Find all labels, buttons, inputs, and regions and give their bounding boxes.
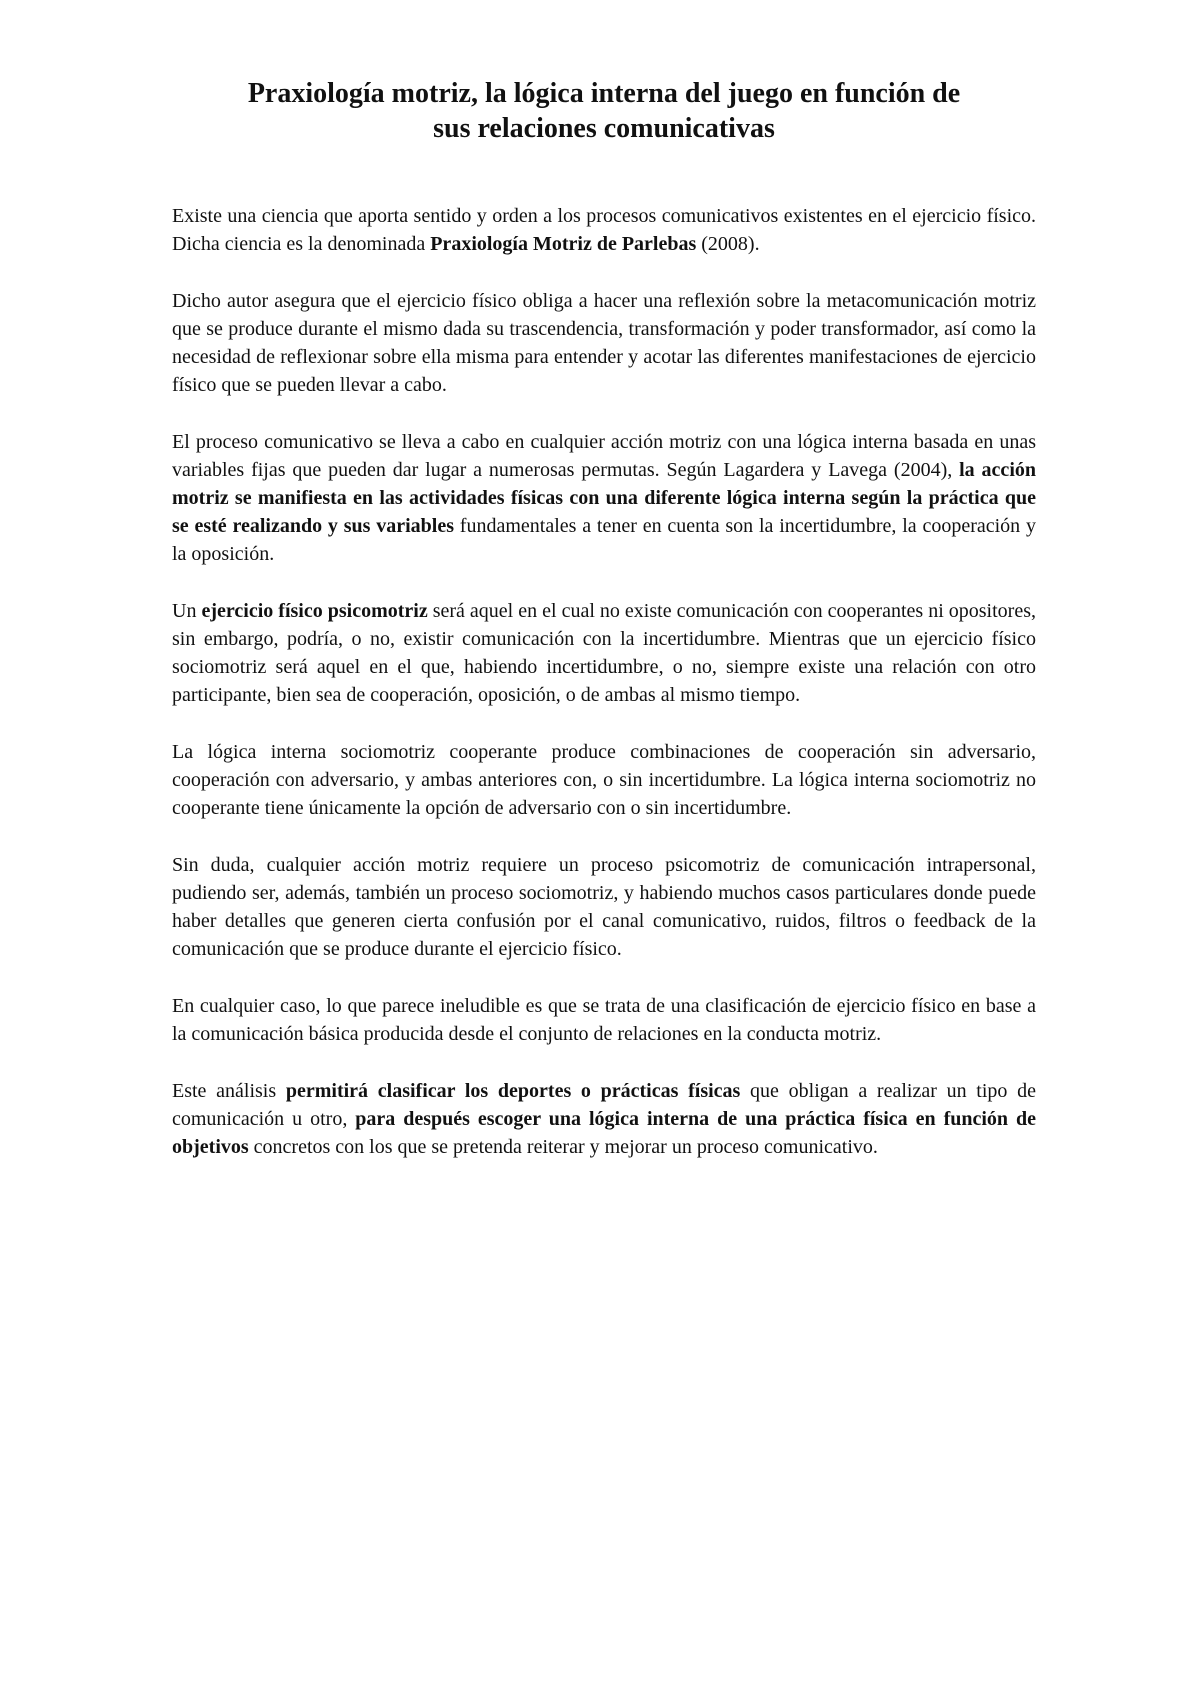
paragraph-4	[172, 597, 1036, 709]
paragraph-3-text-b: fundamentales a tener en cuenta son la incertidumbre, la cooperación y la oposición.	[172, 515, 1036, 565]
paragraph-8-text-c: concretos con los que se pretenda reiterar y mejorar un proceso comunicativo.	[248, 1136, 878, 1158]
title-line-1: Praxiología motriz, la lógica interna del juego en función de	[247, 78, 961, 109]
paragraph-1	[172, 202, 1036, 258]
paragraph-4-text-b: será aquel en el cual no existe comunicación con cooperantes ni opositores, sin embargo, podría, o no, existir comunicación con la incertidumbre. Mientras que un ejercicio físico sociomotriz será aquel en el que, habiendo incertidumbre, o no, siempre existe una relación con otro participante, bien sea de cooperación, oposición, o de ambas al mismo tiempo.	[172, 600, 1036, 706]
paragraph-4-text-a: Un	[172, 600, 202, 622]
paragraph-2	[172, 287, 1036, 399]
paragraph-6	[172, 851, 1036, 963]
paragraph-8-bold-b: para después escoger una lógica interna de una práctica física en función de objetivos	[172, 1108, 1036, 1158]
paragraph-8-text-a: Este análisis	[172, 1080, 286, 1102]
paragraph-7-text: En cualquier caso, lo que parece ineludible es que se trata de una clasificación de ejercicio físico en base a la comunicación básica producida desde el conjunto de relaciones en la conducta motriz.	[172, 995, 1036, 1045]
paragraph-6-text: Sin duda, cualquier acción motriz requiere un proceso psicomotriz de comunicación intrapersonal, pudiendo ser, además, también un proceso sociomotriz, y habiendo muchos casos particulares donde puede haber detalles que generen cierta confusión por el canal comunicativo, ruidos, filtros o feedback de la comunicación que se produce durante el ejercicio físico.	[172, 854, 1036, 960]
paragraph-3-text-a: El proceso comunicativo se lleva a cabo en cualquier acción motriz con una lógica interna basada en unas variables fijas que pueden dar lugar a numerosas permutas. Según Lagardera y Lavega (2004),	[172, 431, 1036, 481]
paragraph-5-text: La lógica interna sociomotriz cooperante produce combinaciones de cooperación sin adversario, cooperación con adversario, y ambas anteriores con, o sin incertidumbre. La lógica interna sociomotriz no cooperante tiene únicamente la opción de adversario con o sin incertidumbre.	[172, 741, 1036, 819]
paragraph-8	[172, 1077, 1036, 1161]
title-line-2: sus relaciones comunicativas	[433, 113, 775, 144]
paragraph-1-text-a: Existe una ciencia que aporta sentido y orden a los procesos comunicativos existentes en el ejercicio físico. Dicha ciencia es la denominada	[172, 205, 1036, 255]
paragraph-1-bold-a: Praxiología Motriz de Parlebas	[430, 233, 697, 255]
paragraph-8-bold-a: permitirá clasificar los deportes o prácticas físicas	[285, 1080, 741, 1102]
paragraph-1-text-b: (2008).	[696, 233, 760, 255]
paragraph-7	[172, 992, 1036, 1048]
paragraph-5	[172, 738, 1036, 822]
paragraph-4-bold-a: ejercicio físico psicomotriz	[201, 600, 428, 622]
paragraph-3	[172, 428, 1036, 568]
paragraph-8-text-b: que obligan a realizar un tipo de comunicación u otro,	[172, 1080, 1036, 1130]
paragraph-3-bold-a: la acción motriz se manifiesta en las actividades físicas con una diferente lógica interna según la práctica que se esté realizando y sus variables	[172, 459, 1036, 537]
paragraph-2-text: Dicho autor asegura que el ejercicio físico obliga a hacer una reflexión sobre la metacomunicación motriz que se produce durante el mismo dada su trascendencia, transformación y poder transformador, así como la necesidad de reflexionar sobre ella misma para entender y acotar las diferentes manifestaciones de ejercicio físico que se pueden llevar a cabo.	[172, 290, 1036, 396]
document-title	[172, 76, 1036, 146]
